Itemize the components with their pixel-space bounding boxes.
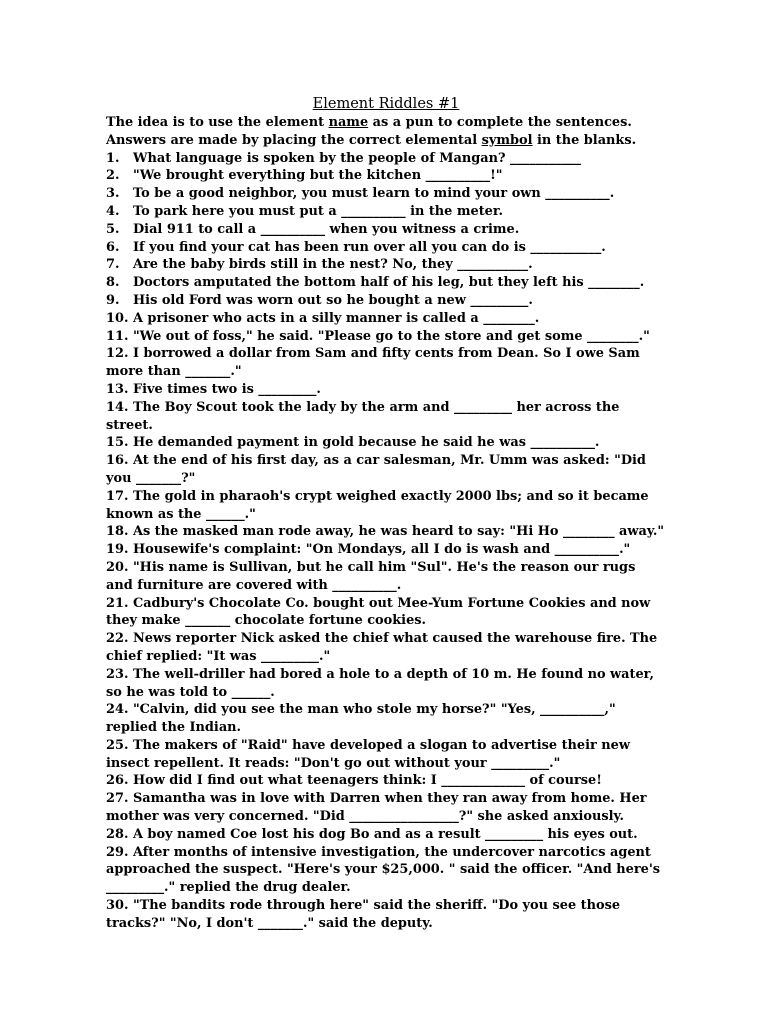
worksheet-page [106, 95, 666, 933]
intro-paragraph: The idea is to use the element name as a pun to complete the sentences. Answers are made by placing the correct elemental symbol in the blanks. [106, 115, 637, 148]
riddle-item: 29. After months of intensive investigation, the undercover narcotics agent approached the suspect. "Here's your $25,000. " said the officer. "And here's _________." replied the drug dealer. [106, 844, 661, 896]
riddle-item: 25. The makers of "Raid" have developed a slogan to advertise their new insect repellent. It reads: "Don't go out without your _________." [106, 737, 630, 771]
riddle-item: 18. As the masked man rode away, he was heard to say: "Hi Ho ________ away." [106, 524, 665, 540]
riddle-item: 22. News reporter Nick asked the chief what caused the warehouse fire. The chief replied: "It was _________." [106, 631, 658, 664]
riddle-item: 15. He demanded payment in gold because he said he was __________. [106, 435, 600, 451]
riddle-item: 6. If you find your cat has been run over all you can do is ___________. [106, 239, 606, 255]
riddle-item: 26. How did I find out what teenagers think: I _____________ of course! [106, 773, 602, 789]
riddle-item: 20. "His name is Sullivan, but he call him "Sul". He's the reason our rugs and furniture are covered with __________. [106, 559, 636, 593]
riddle-item: 4. To park here you must put a __________ in the meter. [106, 203, 503, 219]
riddle-item: 2. "We brought everything but the kitchen __________!" [106, 168, 503, 184]
riddle-item: 28. A boy named Coe lost his dog Bo and as a result _________ his eyes out. [106, 826, 638, 842]
riddle-item: 16. At the end of his first day, as a car salesman, Mr. Umm was asked: "Did you _______?" [106, 453, 646, 486]
riddle-item: 10. A prisoner who acts in a silly manner is called a ________. [106, 310, 540, 326]
riddle-item: 14. The Boy Scout took the lady by the arm and _________ her across the street. [106, 399, 620, 433]
riddle-item: 5. Dial 911 to call a __________ when you witness a crime. [106, 221, 520, 237]
riddle-item: 1. What language is spoken by the people of Mangan? ___________ [106, 150, 581, 166]
riddle-item: 12. I borrowed a dollar from Sam and fifty cents from Dean. So I owe Sam more than _______." [106, 346, 640, 380]
riddle-list [106, 150, 666, 933]
riddle-item: 8. Doctors amputated the bottom half of his leg, but they left his ________. [106, 275, 645, 291]
riddle-item: 3. To be a good neighbor, you must learn to mind your own __________. [106, 186, 615, 202]
riddle-item: 17. The gold in pharaoh's crypt weighed exactly 2000 lbs; and so it became known as the ______." [106, 488, 649, 522]
riddle-item: 7. Are the baby birds still in the nest? No, they ___________. [106, 257, 533, 273]
intro-word-symbol: symbol [481, 132, 533, 148]
riddle-item: 11. "We out of foss," he said. "Please go to the store and get some ________." [106, 328, 650, 344]
riddle-item: 23. The well-driller had bored a hole to a depth of 10 m. He found no water, so he was told to ______. [106, 666, 654, 700]
riddle-item: 13. Five times two is _________. [106, 381, 321, 397]
riddle-item: 9. His old Ford was worn out so he bought a new _________. [106, 292, 533, 308]
riddle-item: 24. "Calvin, did you see the man who stole my horse?" "Yes, __________," replied the Indian. [106, 702, 616, 736]
riddle-item: 30. "The bandits rode through here" said the sheriff. "Do you see those tracks?" "No, I don't _______." said the deputy. [106, 898, 621, 931]
riddle-item: 27. Samantha was in love with Darren when they ran away from home. Her mother was very concerned. "Did _________________?" she asked anxiously. [106, 791, 647, 825]
intro-word-name: name [328, 115, 369, 130]
page-title: Element Riddles #1 [312, 96, 460, 112]
riddle-item: 21. Cadbury's Chocolate Co. bought out Mee-Yum Fortune Cookies and now they make _______ chocolate fortune cookies. [106, 595, 651, 629]
riddle-item: 19. Housewife's complaint: "On Mondays, all I do is wash and __________." [106, 542, 631, 558]
